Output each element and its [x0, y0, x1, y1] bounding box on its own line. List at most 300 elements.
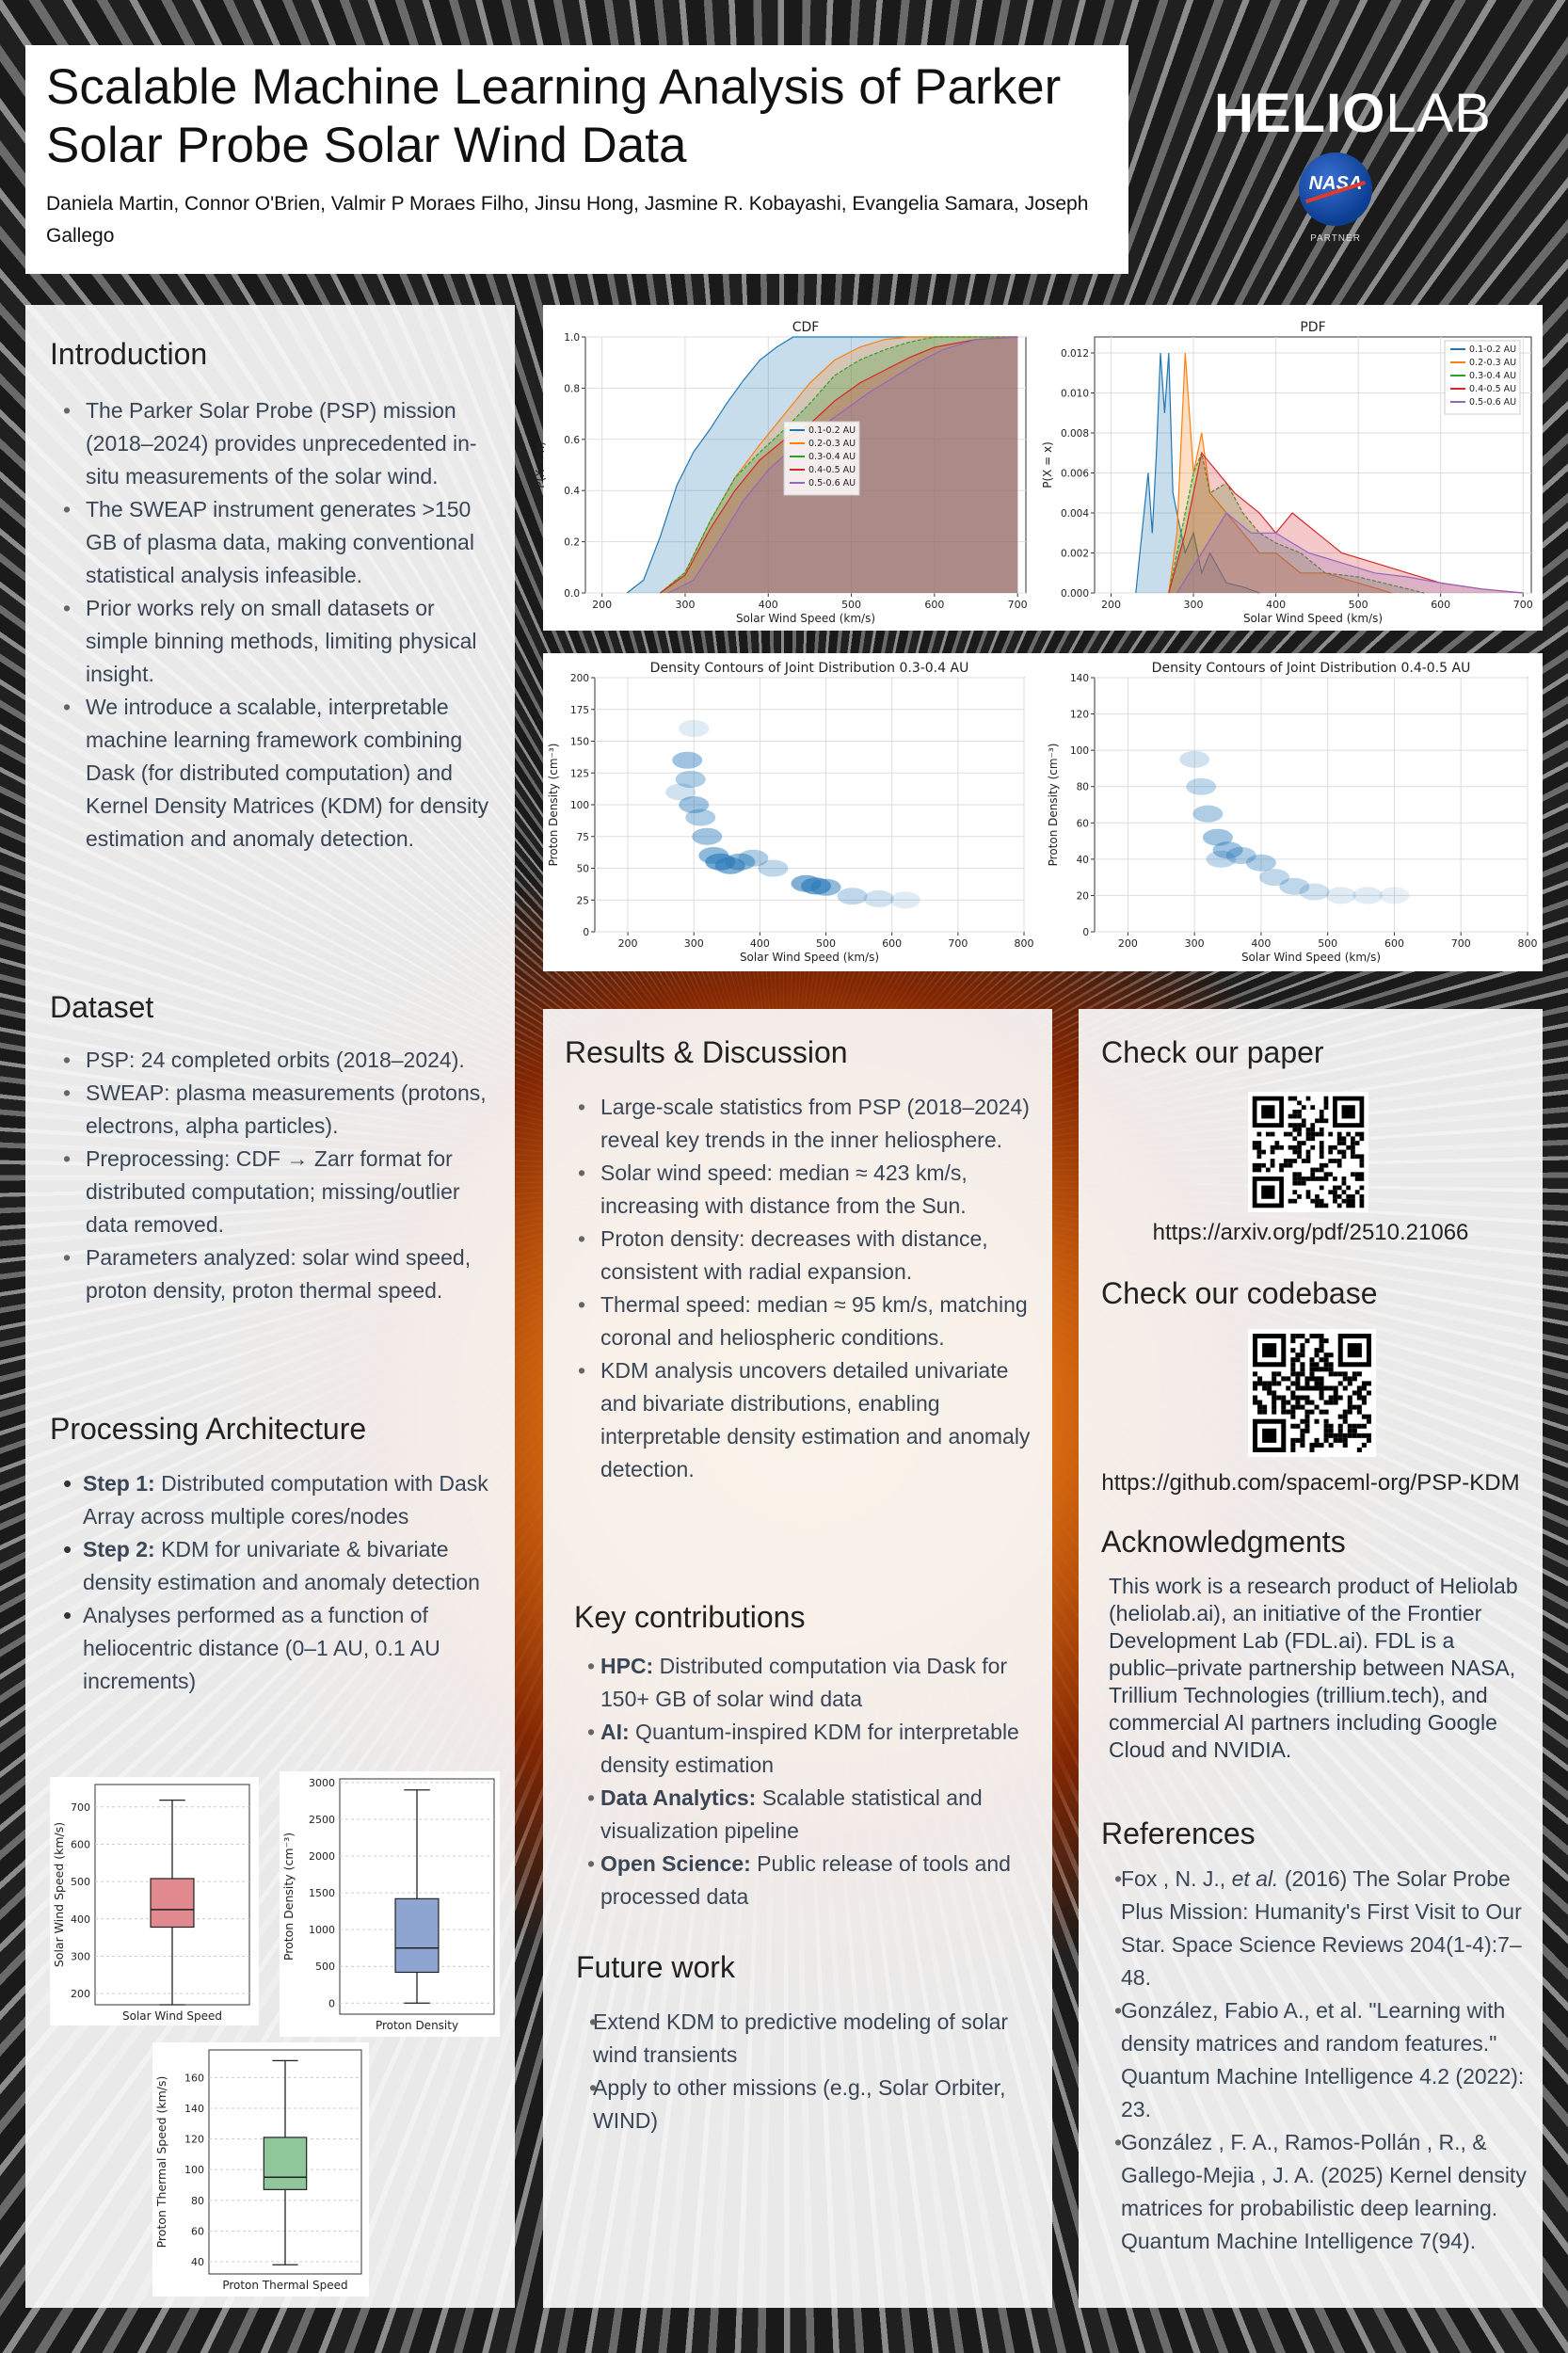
y-tick-label: 1.0 — [564, 332, 580, 344]
qr-module — [1329, 1385, 1334, 1390]
density-blob — [1192, 806, 1223, 823]
qr-module — [1342, 1181, 1347, 1186]
qr-module — [1292, 1114, 1297, 1119]
qr-module — [1346, 1199, 1351, 1204]
y-tick-label: 0.006 — [1060, 468, 1089, 480]
qr-module — [1272, 1381, 1276, 1385]
x-tick-label: 600 — [1384, 937, 1404, 950]
step-label: Step 2: — [83, 1537, 155, 1561]
qr-module — [1306, 1128, 1311, 1132]
qr-module — [1292, 1150, 1297, 1155]
qr-module — [1320, 1390, 1324, 1395]
qr-module — [1300, 1367, 1304, 1371]
qr-module — [1256, 1154, 1261, 1159]
qr-module — [1284, 1159, 1288, 1163]
qr-module — [1328, 1172, 1333, 1176]
x-tick-label: 300 — [1183, 599, 1204, 611]
qr-module — [1306, 1096, 1311, 1101]
qr-module — [1348, 1381, 1352, 1385]
x-axis-label: Solar Wind Speed (km/s) — [1242, 612, 1384, 625]
paper-link[interactable]: https://arxiv.org/pdf/2510.21066 — [1152, 1220, 1469, 1245]
x-tick-label: 500 — [1318, 937, 1338, 950]
x-axis-label: Solar Wind Speed (km/s) — [735, 612, 876, 625]
acknowledgments-section — [1101, 1525, 1525, 1764]
contribution-text: Distributed computation via Dask for 150+ GB of solar wind data — [600, 1654, 1008, 1711]
y-tick-label: 100 — [184, 2164, 204, 2177]
qr-module — [1324, 1353, 1329, 1357]
qr-module — [1306, 1159, 1311, 1163]
qr-module — [1281, 1401, 1286, 1405]
qr-module — [1272, 1376, 1276, 1381]
results-section — [565, 1035, 1035, 1486]
qr-module — [1334, 1433, 1338, 1438]
qr-module — [1333, 1199, 1337, 1204]
qr-module — [1351, 1141, 1355, 1145]
qr-finder — [1261, 1105, 1274, 1118]
y-axis-label: Proton Thermal Speed (km/s) — [154, 2075, 168, 2249]
qr-module — [1297, 1181, 1302, 1186]
contribution-label: Data Analytics: — [600, 1785, 757, 1810]
y-axis-label: Proton Density (cm⁻³) — [1047, 743, 1060, 867]
box-plot-solar-wind-speed — [50, 1777, 259, 2025]
qr-module — [1276, 1371, 1281, 1376]
qr-module — [1286, 1401, 1290, 1405]
qr-module — [1338, 1396, 1343, 1401]
architecture-heading: Processing Architecture — [50, 1412, 367, 1446]
dataset-list — [50, 1044, 492, 1307]
y-tick-label: 200 — [569, 673, 589, 684]
qr-module — [1300, 1443, 1304, 1448]
qr-module — [1351, 1136, 1355, 1141]
x-axis-label: Proton Density — [375, 2019, 459, 2032]
qr-module — [1272, 1396, 1276, 1401]
y-tick-label: 0.6 — [564, 434, 580, 446]
qr-module — [1343, 1415, 1348, 1419]
qr-module — [1295, 1401, 1300, 1405]
qr-module — [1297, 1132, 1302, 1137]
step-text: Distributed computation with Dask Array across multiple cores/nodes — [83, 1471, 488, 1529]
qr-module — [1315, 1132, 1320, 1137]
density-blob — [1206, 851, 1236, 868]
density-blob — [1326, 887, 1356, 904]
paper-section — [1101, 1035, 1525, 1070]
qr-module — [1342, 1136, 1347, 1141]
qr-module — [1300, 1343, 1304, 1348]
qr-module — [1306, 1150, 1311, 1155]
qr-module — [1338, 1371, 1343, 1376]
qr-module — [1304, 1338, 1309, 1343]
qr-module — [1342, 1176, 1347, 1181]
reference-emphasis: et al. — [1231, 1866, 1279, 1891]
qr-module — [1272, 1390, 1276, 1395]
qr-module — [1276, 1396, 1281, 1401]
qr-module — [1302, 1181, 1306, 1186]
qr-module — [1290, 1348, 1295, 1353]
qr-module — [1310, 1199, 1315, 1204]
qr-module — [1309, 1371, 1314, 1376]
contribution-text: Quantum-inspired KDM for interpretable density estimation — [600, 1720, 1019, 1777]
qr-module — [1315, 1419, 1320, 1424]
list-item — [50, 1533, 492, 1599]
qr-module — [1342, 1199, 1347, 1204]
qr-module — [1300, 1371, 1304, 1376]
qr-module — [1271, 1145, 1275, 1150]
qr-module — [1295, 1357, 1300, 1362]
qr-module — [1334, 1401, 1338, 1405]
qr-module — [1351, 1145, 1355, 1150]
qr-module — [1309, 1367, 1314, 1371]
qr-module — [1324, 1338, 1329, 1343]
nasa-logo — [1299, 152, 1372, 226]
qr-module — [1324, 1424, 1329, 1429]
qr-module — [1324, 1176, 1329, 1181]
qr-module — [1334, 1390, 1338, 1395]
introduction-list — [50, 394, 492, 856]
qr-module — [1309, 1376, 1314, 1381]
qr-module — [1253, 1163, 1257, 1168]
authors: Daniela Martin, Connor O'Brien, Valmir P Moraes Filho, Jinsu Hong, Jasmine R. Kobayashi, Evangelia Samara, Joseph Gallego — [46, 193, 1089, 247]
qr-module — [1362, 1424, 1367, 1429]
joint-density-chart-0.3-0.4 — [546, 655, 1035, 969]
qr-module — [1343, 1419, 1348, 1424]
qr-module — [1320, 1145, 1324, 1150]
qr-finder — [1262, 1429, 1276, 1443]
qr-module — [1320, 1128, 1324, 1132]
box-plot-proton-thermal-speed — [152, 2042, 369, 2297]
qr-module — [1329, 1362, 1334, 1367]
qr-module — [1295, 1424, 1300, 1429]
qr-module — [1324, 1100, 1329, 1105]
qr-module — [1320, 1334, 1324, 1338]
x-tick-label: 500 — [841, 599, 862, 611]
qr-module — [1295, 1438, 1300, 1443]
poster-title: Scalable Machine Learning Analysis of Parker Solar Probe Solar Wind Data — [46, 59, 1062, 173]
qr-module — [1324, 1433, 1329, 1438]
qr-module — [1315, 1438, 1320, 1443]
qr-module — [1297, 1145, 1302, 1150]
y-tick-label: 150 — [569, 736, 589, 748]
y-axis-label: Proton Density (cm⁻³) — [281, 1832, 296, 1961]
qr-module — [1309, 1334, 1314, 1338]
qr-module — [1300, 1405, 1304, 1410]
qr-module — [1272, 1371, 1276, 1376]
qr-module — [1362, 1396, 1367, 1401]
qr-module — [1304, 1410, 1309, 1415]
qr-module — [1290, 1424, 1295, 1429]
y-tick-label: 200 — [71, 1988, 90, 2001]
qr-module — [1324, 1367, 1329, 1371]
qr-module — [1309, 1448, 1314, 1452]
qr-module — [1342, 1190, 1347, 1194]
qr-finder — [1262, 1343, 1276, 1357]
qr-module — [1352, 1429, 1357, 1433]
qr-module — [1279, 1163, 1284, 1168]
qr-module — [1267, 1381, 1272, 1385]
logo-text-light: LAB — [1385, 83, 1492, 144]
qr-module — [1290, 1334, 1295, 1338]
heliolab-logo — [1214, 81, 1492, 147]
qr-module — [1320, 1199, 1324, 1204]
qr-module — [1288, 1114, 1293, 1119]
qr-module — [1324, 1163, 1329, 1168]
reference-text: (2016) The Solar Probe Plus Mission: Humanity's First Visit to Our Star. Space Science Reviews 204(1-4):7–48. — [1121, 1866, 1522, 1990]
qr-module — [1324, 1204, 1329, 1209]
qr-finder — [1348, 1343, 1362, 1357]
qr-module — [1338, 1381, 1343, 1385]
qr-module — [1279, 1168, 1284, 1173]
reference-text: Fox , N. J., — [1121, 1866, 1232, 1891]
qr-module — [1315, 1199, 1320, 1204]
joint-density-chart-0.4-0.5 — [1040, 655, 1539, 969]
qr-module — [1310, 1176, 1315, 1181]
dataset-heading: Dataset — [50, 990, 154, 1024]
qr-module — [1315, 1204, 1320, 1209]
y-axis-label: Proton Density (cm⁻³) — [547, 743, 560, 867]
qr-module — [1304, 1376, 1309, 1381]
qr-module — [1320, 1176, 1324, 1181]
qr-module — [1295, 1381, 1300, 1385]
y-tick-label: 140 — [184, 2102, 204, 2115]
qr-module — [1257, 1376, 1262, 1381]
x-tick-label: 400 — [749, 937, 770, 950]
qr-module — [1292, 1176, 1297, 1181]
x-tick-label: 300 — [683, 937, 704, 950]
qr-module — [1300, 1433, 1304, 1438]
qr-module — [1310, 1172, 1315, 1176]
qr-module — [1290, 1443, 1295, 1448]
y-tick-label: 0.2 — [564, 536, 580, 549]
qr-module — [1279, 1145, 1284, 1150]
x-tick-label: 800 — [1014, 937, 1034, 950]
qr-module — [1360, 1132, 1365, 1137]
qr-module — [1360, 1159, 1365, 1163]
qr-module — [1320, 1163, 1324, 1168]
box-plot-proton-density — [280, 1771, 500, 2037]
qr-module — [1309, 1357, 1314, 1362]
qr-module — [1334, 1371, 1338, 1376]
codebase-link[interactable]: https://github.com/spaceml-org/PSP-KDM — [1101, 1470, 1520, 1496]
x-tick-label: 700 — [1450, 937, 1471, 950]
qr-module — [1292, 1123, 1297, 1128]
chart-title: Density Contours of Joint Distribution 0.3-0.4 AU — [649, 661, 969, 676]
paper-heading: Check our paper — [1101, 1035, 1324, 1069]
qr-module — [1348, 1410, 1352, 1415]
y-axis-label: P(X = x) — [1041, 441, 1054, 488]
codebase-heading: Check our codebase — [1101, 1276, 1378, 1310]
y-tick-label: 80 — [1076, 781, 1089, 793]
qr-module — [1310, 1145, 1315, 1150]
chart-title: Density Contours of Joint Distribution 0.4-0.5 AU — [1151, 661, 1471, 676]
qr-module — [1343, 1371, 1348, 1376]
qr-module — [1253, 1381, 1257, 1385]
qr-module — [1320, 1410, 1324, 1415]
architecture-list — [50, 1467, 492, 1698]
list-item: • KDM analysis uncovers detailed univariate and bivariate distributions, enabling interpretable density estimation and anomaly detection. — [565, 1354, 1035, 1486]
qr-module — [1320, 1338, 1324, 1343]
pdf-chart — [1040, 311, 1539, 627]
y-tick-label: 140 — [1069, 673, 1089, 684]
qr-module — [1300, 1348, 1304, 1353]
qr-module — [1328, 1190, 1333, 1194]
qr-module — [1320, 1168, 1324, 1173]
paper-qr-code[interactable] — [1248, 1092, 1368, 1212]
qr-module — [1357, 1371, 1362, 1376]
qr-module — [1310, 1123, 1315, 1128]
qr-module — [1297, 1114, 1302, 1119]
qr-module — [1348, 1429, 1352, 1433]
qr-module — [1315, 1405, 1320, 1410]
qr-module — [1320, 1118, 1324, 1123]
qr-module — [1261, 1163, 1266, 1168]
qr-module — [1329, 1367, 1334, 1371]
qr-module — [1333, 1145, 1337, 1150]
references-section — [1101, 1817, 1536, 2258]
qr-module — [1288, 1123, 1293, 1128]
qr-module — [1324, 1419, 1329, 1424]
density-blob — [1352, 887, 1383, 904]
qr-module — [1360, 1199, 1365, 1204]
qr-module — [1309, 1410, 1314, 1415]
qr-module — [1295, 1376, 1300, 1381]
list-item: • The Parker Solar Probe (PSP) mission (2018–2024) provides unprecedented in-situ measurements of the solar wind. — [50, 394, 492, 493]
qr-module — [1351, 1154, 1355, 1159]
title-panel — [25, 45, 1128, 274]
qr-module — [1281, 1376, 1286, 1381]
qr-module — [1357, 1410, 1362, 1415]
list-item — [1101, 2126, 1536, 2258]
qr-module — [1267, 1385, 1272, 1390]
x-axis-label: Solar Wind Speed (km/s) — [739, 951, 880, 964]
density-blob — [692, 828, 722, 845]
qr-module — [1343, 1410, 1348, 1415]
density-blob — [1186, 778, 1216, 795]
qr-module — [1292, 1172, 1297, 1176]
list-item: • Thermal speed: median ≈ 95 km/s, matching coronal and heliospheric conditions. — [565, 1289, 1035, 1354]
qr-module — [1334, 1396, 1338, 1401]
y-tick-label: 25 — [576, 895, 589, 907]
density-blob — [1379, 887, 1409, 904]
qr-module — [1360, 1204, 1365, 1209]
results-list — [565, 1091, 1035, 1486]
list-item: • Prior works rely on small datasets or simple binning methods, limiting physical insight. — [50, 592, 492, 691]
density-blob — [665, 784, 696, 801]
qr-module — [1306, 1176, 1311, 1181]
qr-module — [1302, 1141, 1306, 1145]
qr-module — [1333, 1194, 1337, 1199]
y-tick-label: 300 — [71, 1950, 90, 1963]
x-tick-label: 400 — [1251, 937, 1272, 950]
qr-module — [1295, 1334, 1300, 1338]
qr-module — [1320, 1114, 1324, 1119]
qr-module — [1292, 1110, 1297, 1114]
qr-module — [1306, 1154, 1311, 1159]
y-tick-label: 80 — [191, 2194, 204, 2207]
qr-module — [1271, 1150, 1275, 1155]
qr-finder — [1261, 1186, 1274, 1199]
qr-module — [1320, 1385, 1324, 1390]
qr-module — [1320, 1204, 1324, 1209]
qr-module — [1292, 1199, 1297, 1204]
qr-module — [1333, 1186, 1337, 1191]
qr-module — [1324, 1362, 1329, 1367]
qr-module — [1338, 1424, 1343, 1429]
qr-module — [1324, 1401, 1329, 1405]
qr-module — [1337, 1163, 1342, 1168]
qr-module — [1355, 1172, 1360, 1176]
qr-module — [1320, 1110, 1324, 1114]
qr-module — [1320, 1367, 1324, 1371]
qr-module — [1320, 1396, 1324, 1401]
qr-module — [1288, 1159, 1293, 1163]
qr-module — [1297, 1141, 1302, 1145]
nasa-logo-text: NASA — [1308, 173, 1363, 194]
introduction-heading: Introduction — [50, 337, 208, 371]
qr-module — [1300, 1334, 1304, 1338]
list-item: • Apply to other missions (e.g., Solar Orbiter, WIND) — [576, 2072, 1037, 2137]
qr-module — [1337, 1141, 1342, 1145]
qr-module — [1310, 1132, 1315, 1137]
qr-module — [1262, 1381, 1267, 1385]
x-tick-label: 200 — [1101, 599, 1122, 611]
qr-module — [1310, 1128, 1315, 1132]
qr-module — [1324, 1385, 1329, 1390]
qr-module — [1253, 1168, 1257, 1173]
qr-module — [1302, 1176, 1306, 1181]
qr-module — [1300, 1429, 1304, 1433]
legend-label: 0.4-0.5 AU — [1469, 384, 1517, 394]
qr-module — [1352, 1433, 1357, 1438]
legend-label: 0.5-0.6 AU — [808, 478, 856, 488]
reference-text: González, Fabio A., et al. "Learning with density matrices and random features." Quantum Machine Intelligence 4.2 (2022): 23. — [1121, 1998, 1525, 2121]
y-tick-label: 20 — [1076, 890, 1089, 903]
qr-module — [1362, 1433, 1367, 1438]
qr-module — [1306, 1132, 1311, 1137]
qr-module — [1302, 1123, 1306, 1128]
qr-module — [1256, 1150, 1261, 1155]
qr-module — [1271, 1163, 1275, 1168]
qr-module — [1315, 1367, 1320, 1371]
qr-module — [1290, 1338, 1295, 1343]
qr-module — [1315, 1168, 1320, 1173]
y-tick-label: 2500 — [309, 1813, 335, 1826]
x-tick-label: 600 — [924, 599, 945, 611]
list-item — [1101, 1994, 1536, 2126]
qr-module — [1348, 1396, 1352, 1401]
qr-module — [1253, 1141, 1257, 1145]
qr-module — [1343, 1385, 1348, 1390]
qr-module — [1297, 1194, 1302, 1199]
list-item: • We introduce a scalable, interpretable machine learning framework combining Dask (for distributed computation) and Kernel Density Matrices (KDM) for density estimation and anomaly detection. — [50, 691, 492, 856]
qr-module — [1286, 1376, 1290, 1381]
legend-label: 0.1-0.2 AU — [808, 425, 856, 436]
qr-module — [1337, 1186, 1342, 1191]
qr-module — [1292, 1181, 1297, 1186]
y-tick-label: 0 — [1082, 927, 1089, 938]
qr-module — [1309, 1362, 1314, 1367]
qr-module — [1266, 1132, 1271, 1137]
x-axis-label: Solar Wind Speed (km/s) — [1240, 951, 1382, 964]
qr-module — [1290, 1438, 1295, 1443]
qr-module — [1315, 1353, 1320, 1357]
y-tick-label: 400 — [71, 1913, 90, 1926]
qr-module — [1329, 1371, 1334, 1376]
qr-module — [1320, 1186, 1324, 1191]
reference-text: González , F. A., Ramos-Pollán , R., & Gallego-Mejia , J. A. (2025) Kernel density matrices for probabilistic deep learning. Quantum Machine Intelligence 7(94). — [1121, 2130, 1527, 2253]
codebase-qr-code[interactable] — [1248, 1329, 1376, 1457]
qr-module — [1346, 1145, 1351, 1150]
qr-module — [1342, 1141, 1347, 1145]
qr-module — [1290, 1405, 1295, 1410]
